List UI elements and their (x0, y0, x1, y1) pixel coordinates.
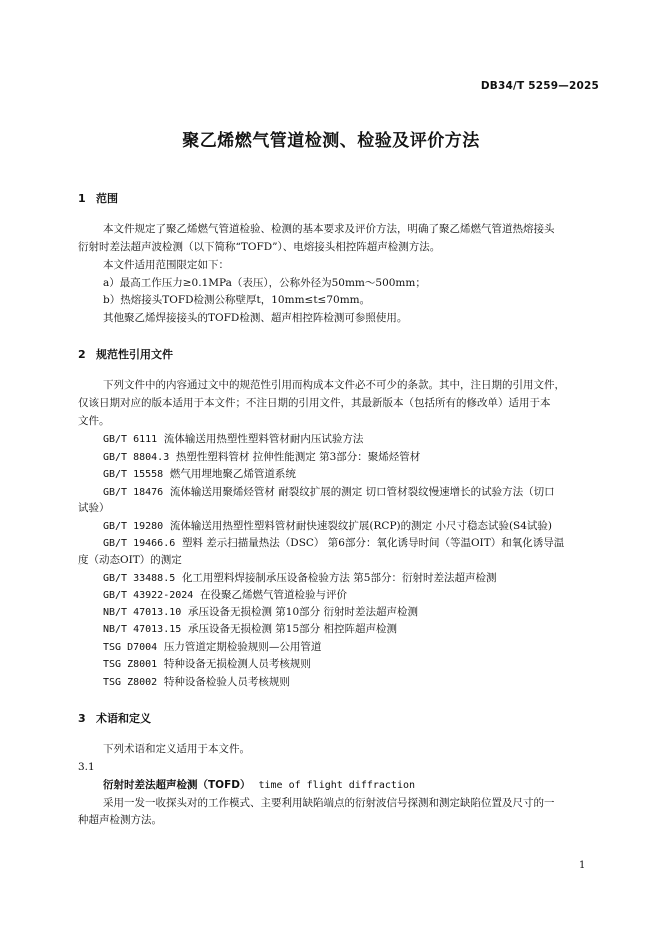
reference-title: 承压设备无损检测 第10部分 衍射时差法超声检测 (187, 606, 419, 618)
reference-code: GB/T 43922-2024 (103, 590, 194, 601)
paragraph-line: 文件。 (78, 415, 110, 427)
definition-line: 种超声检测方法。 (78, 814, 162, 826)
reference-title: 流体输送用热塑性塑料管材耐快速裂纹扩展(RCP)的测定 小尺寸稳态试验(S4试验) (169, 520, 553, 532)
section-title: 规范性引用文件 (96, 348, 173, 361)
page-number: 1 (579, 860, 586, 871)
reference-item (103, 536, 564, 551)
reference-title: 化工用塑料焊接制承压设备检验方法 第5部分：衍射时差法超声检测 (181, 572, 497, 584)
reference-code: GB/T 33488.5 (103, 573, 176, 584)
document-title: 聚乙烯燃气管道检测、检验及评价方法 (182, 131, 480, 151)
section-2-heading (78, 346, 173, 362)
reference-code: GB/T 19280 (103, 521, 164, 532)
section-title: 术语和定义 (96, 712, 151, 725)
term-cn: 衍射时差法超声检测（TOFD） (103, 779, 251, 791)
term-en: time of flight diffraction (258, 780, 416, 791)
reference-item (103, 622, 397, 637)
reference-item (103, 519, 552, 534)
reference-title: 特种设备检验人员考核规则 (163, 676, 290, 688)
reference-title: 在役聚乙烯燃气管道检验与评价 (200, 589, 347, 601)
reference-code: TSG Z8001 (103, 659, 158, 670)
section-1-heading (78, 190, 118, 206)
section-title: 范围 (96, 192, 118, 205)
reference-item (103, 588, 347, 603)
paragraph-line: 本文件规定了聚乙烯燃气管道检验、检测的基本要求及评价方法，明确了聚乙烯燃气管道热熔接头 (103, 223, 555, 235)
reference-title: 压力管道定期检验规则—公用管道 (163, 641, 322, 653)
reference-item (103, 467, 296, 482)
reference-title: 流体输送用热塑性塑料管材耐内压试验方法 (163, 433, 364, 445)
reference-code: TSG D7004 (103, 642, 158, 653)
reference-title: 燃气用埋地聚乙烯管道系统 (169, 468, 296, 480)
reference-code: NB/T 47013.10 (103, 607, 182, 618)
reference-title: 特种设备无损检测人员考核规则 (163, 658, 311, 670)
reference-title: 塑料 差示扫描量热法（DSC） 第6部分：氧化诱导时间（等温OIT）和氧化诱导温 (181, 537, 565, 549)
term-heading (103, 778, 415, 793)
reference-title: 流体输送用聚烯烃管材 耐裂纹扩展的测定 切口管材裂纹慢速增长的试验方法（切口 (169, 486, 555, 498)
reference-title: 承压设备无损检测 第15部分 相控阵超声检测 (187, 623, 398, 635)
section-number: 3 (78, 712, 86, 725)
reference-item (103, 675, 290, 690)
section-number: 2 (78, 348, 86, 361)
reference-item (103, 450, 420, 465)
reference-code: GB/T 6111 (103, 434, 158, 445)
paragraph-line: 衍射时差法超声波检测（以下简称“TOFD”）、电熔接头相控阵超声检测方法。 (78, 241, 441, 253)
list-item: a）最高工作压力≥0.1MPa（表压），公称外径为50mm～500mm； (103, 277, 426, 289)
paragraph-line: 其他聚乙烯焊接接头的TOFD检测、超声相控阵检测可参照使用。 (103, 312, 408, 324)
reference-code: GB/T 19466.6 (103, 538, 176, 549)
reference-item (103, 485, 555, 500)
reference-code: GB/T 15558 (103, 469, 164, 480)
section-3-heading (78, 710, 151, 726)
reference-item (103, 432, 363, 447)
reference-item (103, 571, 496, 586)
paragraph-line: 下列术语和定义适用于本文件。 (103, 743, 250, 755)
reference-title: 热塑性塑料管材 拉伸性能测定 第3部分：聚烯烃管材 (175, 451, 421, 463)
reference-item (103, 640, 321, 655)
reference-item-continuation: 度（动态OIT）的测定 (78, 554, 182, 566)
reference-code: GB/T 8804.3 (103, 452, 170, 463)
term-entry-number: 3.1 (78, 761, 95, 773)
reference-item (103, 657, 311, 672)
paragraph-line: 下列文件中的内容通过文中的规范性引用而构成本文件必不可少的条款。其中，注日期的引用文件， (103, 379, 565, 391)
list-item: b）热熔接头TOFD检测公称壁厚t，10mm≤t≤70mm。 (103, 294, 371, 306)
paragraph-line: 本文件适用范围限定如下： (103, 259, 229, 271)
reference-code: NB/T 47013.15 (103, 624, 182, 635)
reference-item (103, 605, 418, 620)
standard-code: DB34/T 5259—2025 (480, 80, 599, 92)
reference-item-continuation: 试验） (78, 502, 110, 514)
reference-code: GB/T 18476 (103, 487, 164, 498)
section-number: 1 (78, 192, 86, 205)
paragraph-line: 仅该日期对应的版本适用于本文件；不注日期的引用文件，其最新版本（包括所有的修改单）适用于本 (78, 397, 551, 409)
definition-line: 采用一发一收探头对的工作模式、主要利用缺陷端点的衍射波信号探测和测定缺陷位置及尺寸的一 (103, 797, 555, 809)
reference-code: TSG Z8002 (103, 677, 158, 688)
